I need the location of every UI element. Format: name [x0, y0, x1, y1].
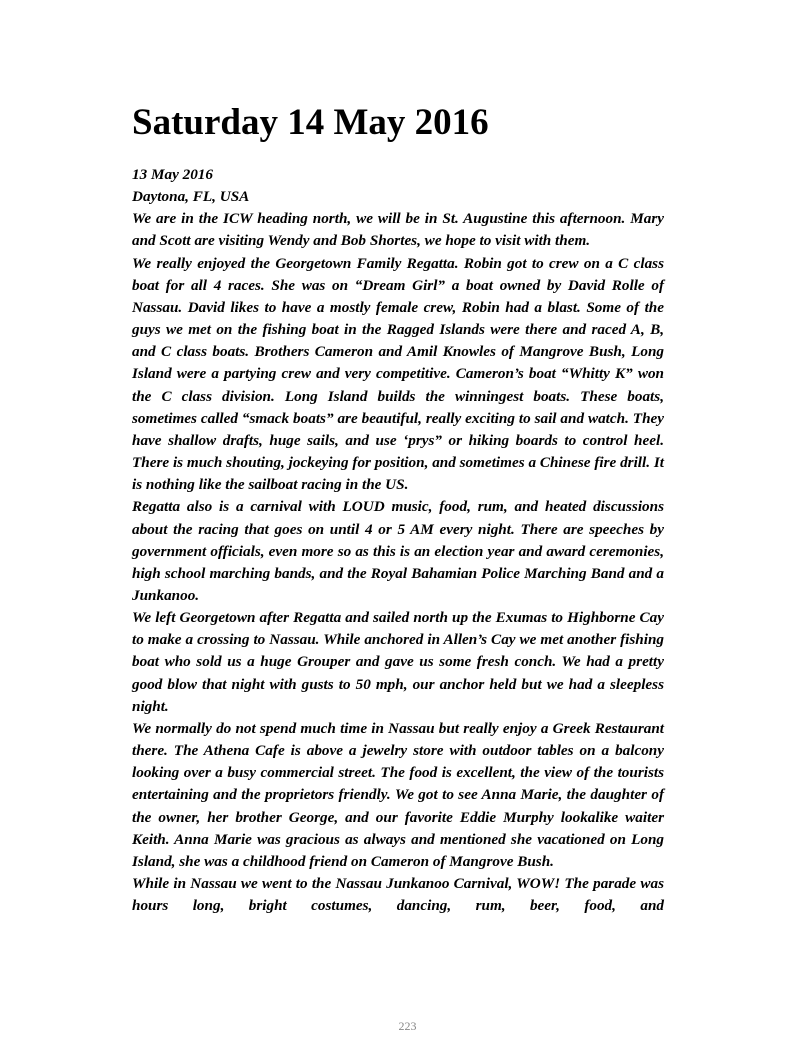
paragraph: Regatta also is a carnival with LOUD music, food, rum, and heated discussions about the racing that goes on until 4 or 5 AM every night. There are speeches by government officials, even more so as this is an election year and award ceremonies, high school marching bands, and the Royal Bahamian Police Marching Band and a Junkanoo. [132, 498, 664, 604]
entry-location: Daytona, FL, USA [132, 188, 250, 206]
paragraph: We are in the ICW heading north, we will be in St. Augustine this afternoon. Mary and Scott are visiting Wendy and Bob Shortes, we hope to visit with them. [132, 210, 664, 250]
page-number: 223 [398, 1019, 417, 1033]
journal-entry [132, 164, 664, 917]
entry-date: 13 May 2016 [132, 166, 213, 183]
paragraph: While in Nassau we went to the Nassau Junkanoo Carnival, WOW! The parade was hours long, bright costumes, dancing, rum, beer, food, and [132, 875, 664, 915]
paragraph: We left Georgetown after Regatta and sailed north up the Exumas to Highborne Cay to make a crossing to Nassau. While anchored in Allen’s Cay we met another fishing boat who sold us a huge Grouper and gave us some fresh conch. We had a pretty good blow that night with gusts to 50 mph, our anchor held but we had a sleepless night. [132, 609, 664, 715]
paragraph: We normally do not spend much time in Nassau but really enjoy a Greek Restaurant there. The Athena Cafe is above a jewelry store with outdoor tables on a balcony looking over a busy commercial street. The food is excellent, the view of the tourists entertaining and the proprietors friendly. We got to see Anna Marie, the daughter of the owner, her brother George, and our favorite Eddie Murphy lookalike waiter Keith. Anna Marie was gracious as always and mentioned she vacationed on Long Island, she was a childhood friend on Cameron of Mangrove Bush. [132, 719, 664, 870]
page-title: Saturday 14 May 2016 [132, 102, 489, 143]
paragraph: We really enjoyed the Georgetown Family Regatta. Robin got to crew on a C class boat for all 4 races. She was on “Dream Girl” a boat owned by David Rolle of Nassau. David likes to have a mostly female crew, Robin had a blast. Some of the guys we met on the fishing boat in the Ragged Islands were there and raced A, B, and C class boats. Brothers Cameron and Amil Knowles of Mangrove Bush, Long Island were a partying crew and very competitive. Cameron’s boat “Whitty K” won the C class division. Long Island builds the winningest boats. These boats, sometimes called “smack boats” are beautiful, really exciting to sail and watch. They have shallow drafts, huge sails, and use ‘prys” or hiking boards to control heel. There is much shouting, jockeying for position, and sometimes a Chinese fire drill. It is nothing like the sailboat racing in the US. [132, 254, 664, 494]
